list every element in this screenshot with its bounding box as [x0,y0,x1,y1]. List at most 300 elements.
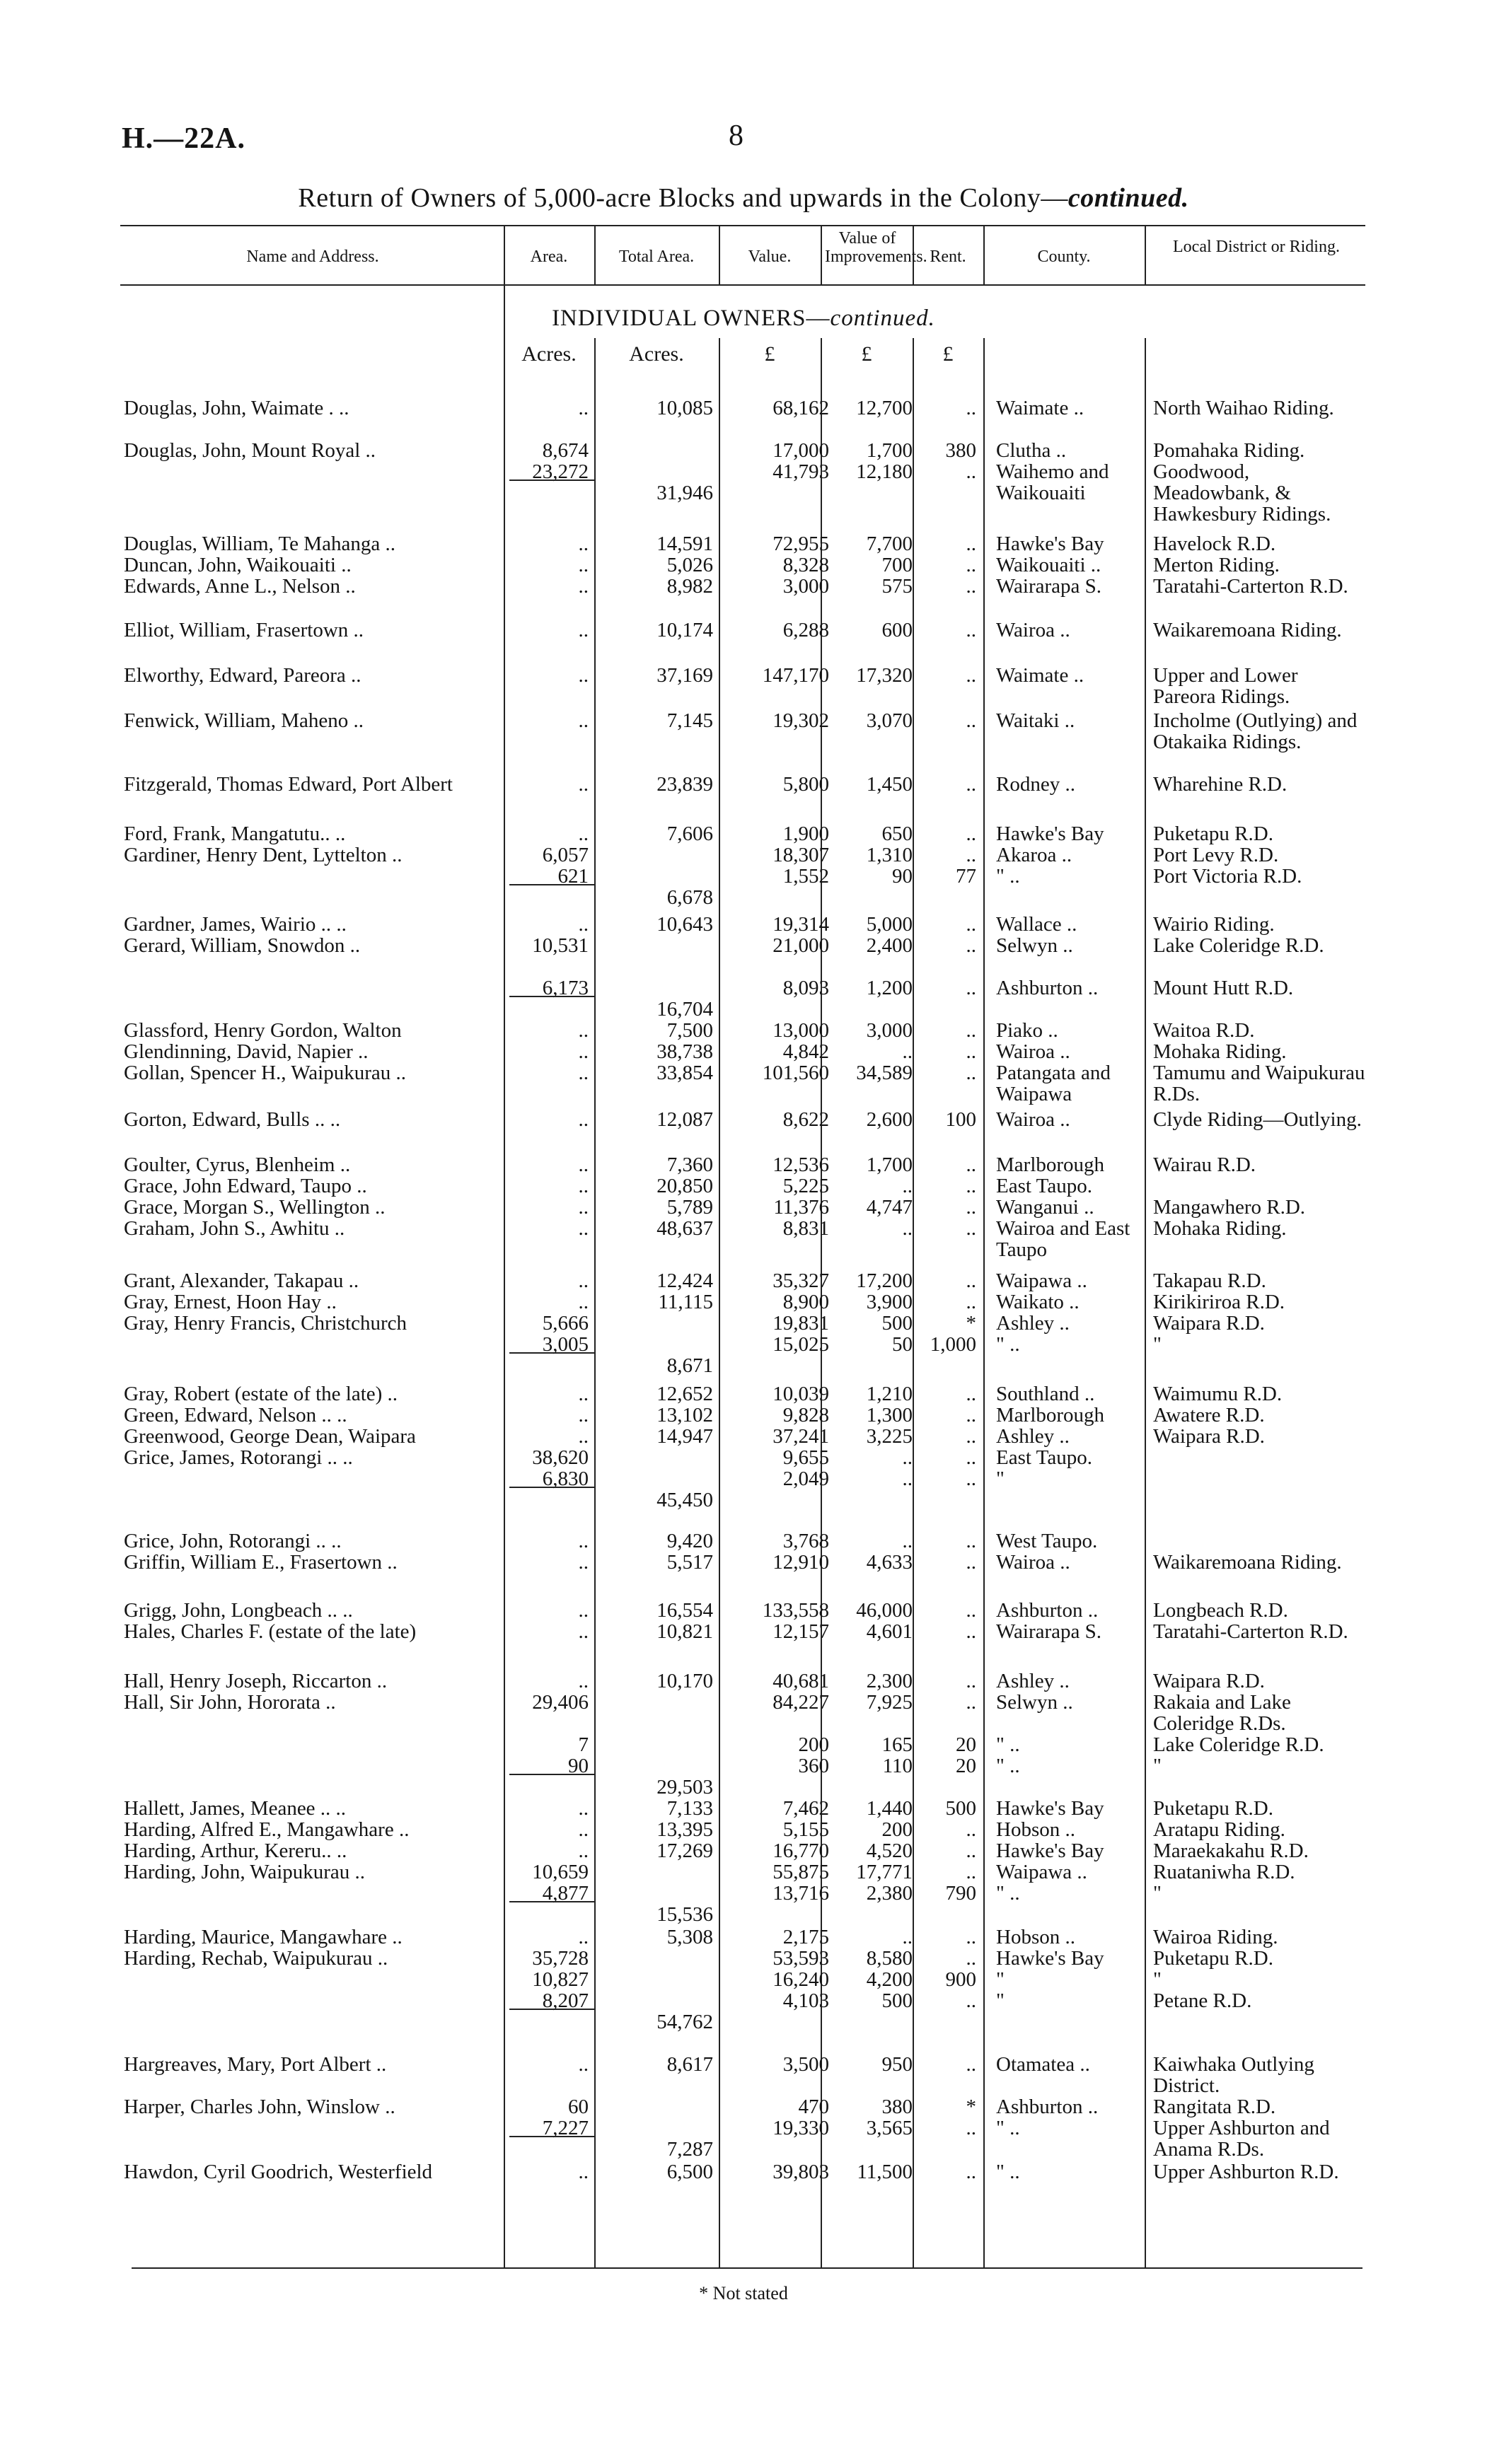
row-name: Elworthy, Edward, Pareora .. [124,664,361,687]
row-county: Rodney .. [996,773,1075,796]
row-value: 5,225 [782,1175,829,1197]
row-total-area: 5,789 [666,1196,713,1219]
row-improvements: 1,440 [866,1797,913,1820]
row-local-district: Kirikiriroa R.D. [1153,1291,1285,1313]
row-rent: .. [966,1620,976,1643]
row-value: 8,328 [782,554,829,576]
subtotal-rule [509,1901,594,1902]
row-improvements: 3,565 [866,2117,913,2139]
row-value: 15,025 [773,1333,829,1356]
row-local-district: Ruataniwha R.D. [1153,1861,1295,1883]
row-name: Edwards, Anne L., Nelson .. [124,575,356,598]
row-value: 3,000 [782,575,829,598]
subtotal-rule [509,2136,594,2137]
row-rent: .. [966,1062,976,1084]
row-local-district: Taratahi-Carterton R.D. [1153,1620,1348,1643]
subtotal-rule [509,480,594,481]
row-improvements: 1,450 [866,773,913,796]
row-county: Ashley .. [996,1425,1070,1448]
page-number: 8 [729,120,744,152]
row-name: Hallett, James, Meanee .. .. [124,1797,347,1820]
row-county: Wairoa and East Taupo [996,1217,1130,1261]
column-divider-name [504,225,505,2267]
row-total-area: 10,085 [656,397,713,419]
row-county: " [996,1468,1005,1490]
row-area: 10,531 [532,934,589,957]
row-local-district: Port Victoria R.D. [1153,865,1302,888]
row-improvements: 650 [881,823,913,845]
section-heading-main: INDIVIDUAL OWNERS— [552,306,831,331]
row-county: Patangata and Waipawa [996,1062,1111,1105]
row-rent: .. [966,1019,976,1042]
row-rent: 500 [945,1797,976,1820]
row-county: " [996,1989,1005,2012]
row-improvements: 17,771 [856,1861,913,1883]
page-title [0,182,1487,214]
row-name: Harding, Alfred E., Mangawhare .. [124,1818,410,1841]
row-value: 1,552 [782,865,829,888]
subtotal-rule [509,2009,594,2010]
row-value: 147,170 [762,664,829,687]
row-improvements: .. [902,1926,913,1948]
row-rent: * [966,1312,976,1335]
section-heading-continued: continued. [830,306,935,331]
row-county: Ashburton .. [996,1599,1099,1622]
row-improvements: 17,320 [856,664,913,687]
row-area: .. [578,2161,589,2183]
row-county: Selwyn .. [996,1691,1073,1714]
row-county: Waihemo and Waikouaiti [996,460,1109,504]
row-value: 40,681 [773,1670,829,1692]
row-name: Glassford, Henry Gordon, Walton [124,1019,402,1042]
row-total-area: 5,026 [666,554,713,576]
row-local-district: " [1153,1882,1162,1905]
row-rent: .. [966,709,976,732]
row-name: Grice, James, Rotorangi .. .. [124,1446,353,1469]
row-area: 6,173 [542,977,589,999]
row-area: .. [578,1217,589,1240]
row-rent: 380 [945,439,976,462]
row-total-area: 20,850 [656,1175,713,1197]
row-county: " .. [996,1733,1020,1756]
subtotal-rule [509,884,594,885]
row-name: Hawdon, Cyril Goodrich, Westerfield [124,2161,433,2183]
row-rent: 77 [956,865,976,888]
row-value: 19,330 [773,2117,829,2139]
row-value: 200 [798,1733,829,1756]
row-rent: .. [966,1599,976,1622]
row-name: Gardner, James, Wairio .. .. [124,913,347,936]
row-total-area: 16,704 [656,998,713,1021]
column-divider-county-body [1145,338,1146,2267]
row-local-district: Wairoa Riding. [1153,1926,1278,1948]
row-improvements: .. [902,1217,913,1240]
row-county: Akaroa .. [996,844,1072,866]
row-total-area: 13,395 [656,1818,713,1841]
row-improvements: 4,747 [866,1196,913,1219]
row-county: Hawke's Bay [996,1797,1104,1820]
row-county: Ashley .. [996,1670,1070,1692]
row-improvements: 3,070 [866,709,913,732]
row-rent: .. [966,1196,976,1219]
row-rent: .. [966,2117,976,2139]
row-rent: .. [966,1269,976,1292]
row-local-district: Tamumu and Waipukurau R.Ds. [1153,1062,1365,1105]
row-total-area: 6,678 [666,886,713,909]
row-rent: .. [966,1691,976,1714]
row-area: .. [578,1620,589,1643]
row-total-area: 23,839 [656,773,713,796]
row-name: Goulter, Cyrus, Blenheim .. [124,1153,351,1176]
row-value: 4,842 [782,1040,829,1063]
row-total-area: 10,170 [656,1670,713,1692]
row-area: .. [578,913,589,936]
row-area: 5,666 [542,1312,589,1335]
row-value: 16,770 [773,1840,829,1862]
row-area: 10,827 [532,1968,589,1991]
row-area: .. [578,1404,589,1426]
row-total-area: 7,360 [666,1153,713,1176]
row-area: 3,005 [542,1333,589,1356]
row-area: 35,728 [532,1947,589,1970]
row-county: Waikato .. [996,1291,1080,1313]
row-total-area: 11,115 [658,1291,713,1313]
row-improvements: 3,000 [866,1019,913,1042]
table-bottom-rule [132,2267,1362,2269]
row-rent: 900 [945,1968,976,1991]
row-rent: .. [966,844,976,866]
row-rent: .. [966,1926,976,1948]
row-local-district: Rangitata R.D. [1153,2096,1276,2118]
row-value: 72,955 [773,533,829,555]
row-improvements: 2,300 [866,1670,913,1692]
row-rent: 790 [945,1882,976,1905]
row-value: 8,093 [782,977,829,999]
row-total-area: 33,854 [656,1062,713,1084]
column-header-improvements: Value of Improvements. [825,229,927,266]
row-area: .. [578,1153,589,1176]
row-county: " .. [996,2117,1020,2139]
row-improvements: .. [902,1040,913,1063]
row-improvements: 2,600 [866,1108,913,1131]
row-rent: .. [966,1947,976,1970]
footnote: * Not stated [699,2283,788,2303]
row-improvements: 110 [882,1755,913,1777]
row-value: 19,302 [773,709,829,732]
row-total-area: 38,738 [656,1040,713,1063]
row-total-area: 12,652 [656,1383,713,1405]
row-area: 8,207 [542,1989,589,2012]
row-rent: .. [966,773,976,796]
row-value: 5,155 [782,1818,829,1841]
row-name: Gray, Robert (estate of the late) .. [124,1383,398,1405]
row-value: 35,327 [773,1269,829,1292]
column-header-total-area: Total Area. [618,248,695,266]
row-value: 84,227 [773,1691,829,1714]
row-improvements: 90 [892,865,913,888]
row-value: 8,900 [782,1291,829,1313]
row-improvements: 34,589 [856,1062,913,1084]
row-improvements: .. [902,1446,913,1469]
row-county: Marlborough [996,1153,1105,1176]
row-value: 7,462 [782,1797,829,1820]
row-value: 2,175 [782,1926,829,1948]
row-local-district: Waikaremoana Riding. [1153,1551,1342,1574]
row-county: Waipawa .. [996,1861,1087,1883]
row-area: 7,227 [542,2117,589,2139]
row-improvements: 11,500 [857,2161,913,2183]
row-area: .. [578,1108,589,1131]
row-area: .. [578,1291,589,1313]
row-county: Waipawa .. [996,1269,1087,1292]
row-local-district: Taratahi-Carterton R.D. [1153,575,1348,598]
document-reference: H.—22A. [122,122,245,155]
row-improvements: 4,200 [866,1968,913,1991]
row-total-area: 12,087 [656,1108,713,1131]
row-area: .. [578,397,589,419]
row-county: Waitaki .. [996,709,1075,732]
table-top-rule [120,225,1365,226]
row-county: Waikouaiti .. [996,554,1101,576]
row-value: 8,831 [782,1217,829,1240]
row-rent: 20 [956,1733,976,1756]
row-value: 37,241 [773,1425,829,1448]
row-value: 41,793 [773,460,829,483]
row-local-district: " [1153,1755,1162,1777]
row-local-district: Wairau R.D. [1153,1153,1256,1176]
unit-improvements: £ [861,342,872,366]
row-improvements: 575 [881,575,913,598]
row-improvements: 200 [881,1818,913,1841]
column-divider-rent-body [983,338,985,2267]
row-total-area: 13,102 [656,1404,713,1426]
row-value: 12,157 [773,1620,829,1643]
row-name: Greenwood, George Dean, Waipara [124,1425,416,1448]
row-area: 38,620 [532,1446,589,1469]
subtotal-rule [509,1487,594,1488]
row-area: .. [578,2053,589,2076]
row-name: Graham, John S., Awhitu .. [124,1217,345,1240]
column-divider-value [821,225,822,284]
row-rent: .. [966,460,976,483]
column-header-area: Area. [530,248,568,266]
row-value: 12,910 [773,1551,829,1574]
row-area: .. [578,1196,589,1219]
row-county: Wallace .. [996,913,1077,936]
column-header-rent: Rent. [930,248,966,266]
row-local-district: Mohaka Riding. [1153,1217,1287,1240]
row-local-district: Mount Hutt R.D. [1153,977,1294,999]
row-name: Harper, Charles John, Winslow .. [124,2096,395,2118]
row-name: Harding, Rechab, Waipukurau .. [124,1947,388,1970]
title-continued: continued. [1067,183,1189,213]
row-total-area: 12,424 [656,1269,713,1292]
column-divider-county [1145,225,1146,284]
row-county: West Taupo. [996,1530,1098,1552]
row-name: Gerard, William, Snowdon .. [124,934,361,957]
row-rent: .. [966,1551,976,1574]
row-rent: .. [966,823,976,845]
row-rent: .. [966,1383,976,1405]
row-total-area: 37,169 [656,664,713,687]
row-improvements: 3,900 [866,1291,913,1313]
row-area: .. [578,709,589,732]
row-local-district: Aratapu Riding. [1153,1818,1285,1841]
row-rent: 1,000 [930,1333,976,1356]
row-rent: .. [966,533,976,555]
row-name: Gardiner, Henry Dent, Lyttelton .. [124,844,403,866]
row-county: Southland .. [996,1383,1095,1405]
row-rent: .. [966,619,976,641]
row-improvements: 5,000 [866,913,913,936]
row-rent: .. [966,1446,976,1469]
subtotal-rule [509,1352,594,1354]
row-county: Otamatea .. [996,2053,1090,2076]
row-name: Gollan, Spencer H., Waipukurau .. [124,1062,407,1084]
row-rent: .. [966,1989,976,2012]
row-county: Hawke's Bay [996,533,1104,555]
row-total-area: 45,450 [656,1489,713,1511]
column-header-name: Name and Address. [246,248,379,266]
row-rent: 20 [956,1755,976,1777]
row-rent: .. [966,977,976,999]
row-total-area: 9,420 [666,1530,713,1552]
row-area: 23,272 [532,460,589,483]
row-name: Ford, Frank, Mangatutu.. .. [124,823,346,845]
row-county: Wairoa .. [996,1108,1070,1131]
row-local-district: Puketapu R.D. [1153,1797,1273,1820]
row-county: Ashburton .. [996,977,1099,999]
row-name: Duncan, John, Waikouaiti .. [124,554,352,576]
row-county: Hobson .. [996,1926,1075,1948]
row-area: .. [578,1840,589,1862]
row-county: Selwyn .. [996,934,1073,957]
row-name: Green, Edward, Nelson .. .. [124,1404,347,1426]
row-value: 8,622 [782,1108,829,1131]
row-area: .. [578,773,589,796]
row-area: 90 [568,1755,589,1777]
row-improvements: 700 [881,554,913,576]
row-rent: .. [966,575,976,598]
row-value: 21,000 [773,934,829,957]
row-area: .. [578,1599,589,1622]
row-rent: .. [966,1175,976,1197]
row-improvements: 4,601 [866,1620,913,1643]
row-improvements: 46,000 [856,1599,913,1622]
row-local-district: Puketapu R.D. [1153,823,1273,845]
row-improvements: .. [902,1175,913,1197]
row-county: " [996,1968,1005,1991]
row-rent: .. [966,1530,976,1552]
unit-value: £ [764,342,775,366]
row-local-district: Wairio Riding. [1153,913,1275,936]
row-area: .. [578,1019,589,1042]
row-local-district: Port Levy R.D. [1153,844,1279,866]
row-total-area: 14,591 [656,533,713,555]
row-local-district: Rakaia and Lake Coleridge R.Ds. [1153,1691,1291,1735]
row-value: 13,000 [773,1019,829,1042]
row-value: 9,828 [782,1404,829,1426]
row-local-district: Waikaremoana Riding. [1153,619,1342,641]
row-name: Grigg, John, Longbeach .. .. [124,1599,353,1622]
row-improvements: 1,200 [866,977,913,999]
column-divider-improvements-body [913,338,914,2267]
row-local-district: Mangawhero R.D. [1153,1196,1306,1219]
row-area: 29,406 [532,1691,589,1714]
row-value: 101,560 [762,1062,829,1084]
row-local-district: Puketapu R.D. [1153,1947,1273,1970]
row-local-district: Awatere R.D. [1153,1404,1265,1426]
row-total-area: 6,500 [666,2161,713,2183]
row-improvements: 2,400 [866,934,913,957]
row-local-district: Upper Ashburton and Anama R.Ds. [1153,2117,1330,2161]
row-local-district: Takapau R.D. [1153,1269,1266,1292]
row-local-district: Waipara R.D. [1153,1312,1265,1335]
row-name: Fenwick, William, Maheno .. [124,709,364,732]
row-local-district: " [1153,1333,1162,1356]
row-value: 11,376 [773,1196,829,1219]
row-total-area: 10,643 [656,913,713,936]
row-county: Wairoa .. [996,1040,1070,1063]
row-improvements: 1,210 [866,1383,913,1405]
row-total-area: 54,762 [656,2011,713,2033]
unit-rent: £ [942,342,954,366]
row-improvements: 4,520 [866,1840,913,1862]
row-value: 3,768 [782,1530,829,1552]
row-value: 3,500 [782,2053,829,2076]
section-heading [0,306,1487,332]
row-area: .. [578,664,589,687]
row-county: Wairarapa S. [996,1620,1102,1643]
row-total-area: 8,982 [666,575,713,598]
row-total-area: 16,554 [656,1599,713,1622]
row-rent: .. [966,1217,976,1240]
row-name: Gray, Ernest, Hoon Hay .. [124,1291,337,1313]
row-area: .. [578,1425,589,1448]
row-improvements: 1,700 [866,1153,913,1176]
row-area: 60 [568,2096,589,2118]
row-local-district: Longbeach R.D. [1153,1599,1288,1622]
row-county: " .. [996,1755,1020,1777]
row-total-area: 14,947 [656,1425,713,1448]
row-improvements: 165 [881,1733,913,1756]
row-value: 16,240 [773,1968,829,1991]
row-value: 2,049 [782,1468,829,1490]
row-area: .. [578,823,589,845]
row-name: Harding, Maurice, Mangawhare .. [124,1926,403,1948]
row-county: Hawke's Bay [996,1947,1104,1970]
row-area: .. [578,1551,589,1574]
row-value: 68,162 [773,397,829,419]
row-rent: .. [966,1425,976,1448]
row-rent: .. [966,1291,976,1313]
row-rent: .. [966,913,976,936]
row-area: 4,877 [542,1882,589,1905]
row-area: .. [578,1062,589,1084]
row-name: Griffin, William E., Frasertown .. [124,1551,398,1574]
row-name: Fitzgerald, Thomas Edward, Port Albert [124,773,453,796]
row-area: .. [578,533,589,555]
subtotal-rule [509,1774,594,1775]
row-name: Hargreaves, Mary, Port Albert .. [124,2053,387,2076]
row-value: 12,536 [773,1153,829,1176]
row-county: East Taupo. [996,1175,1092,1197]
row-area: .. [578,554,589,576]
row-value: 1,900 [782,823,829,845]
unit-area: Acres. [521,342,577,366]
row-total-area: 7,606 [666,823,713,845]
row-county: Hawke's Bay [996,1840,1104,1862]
